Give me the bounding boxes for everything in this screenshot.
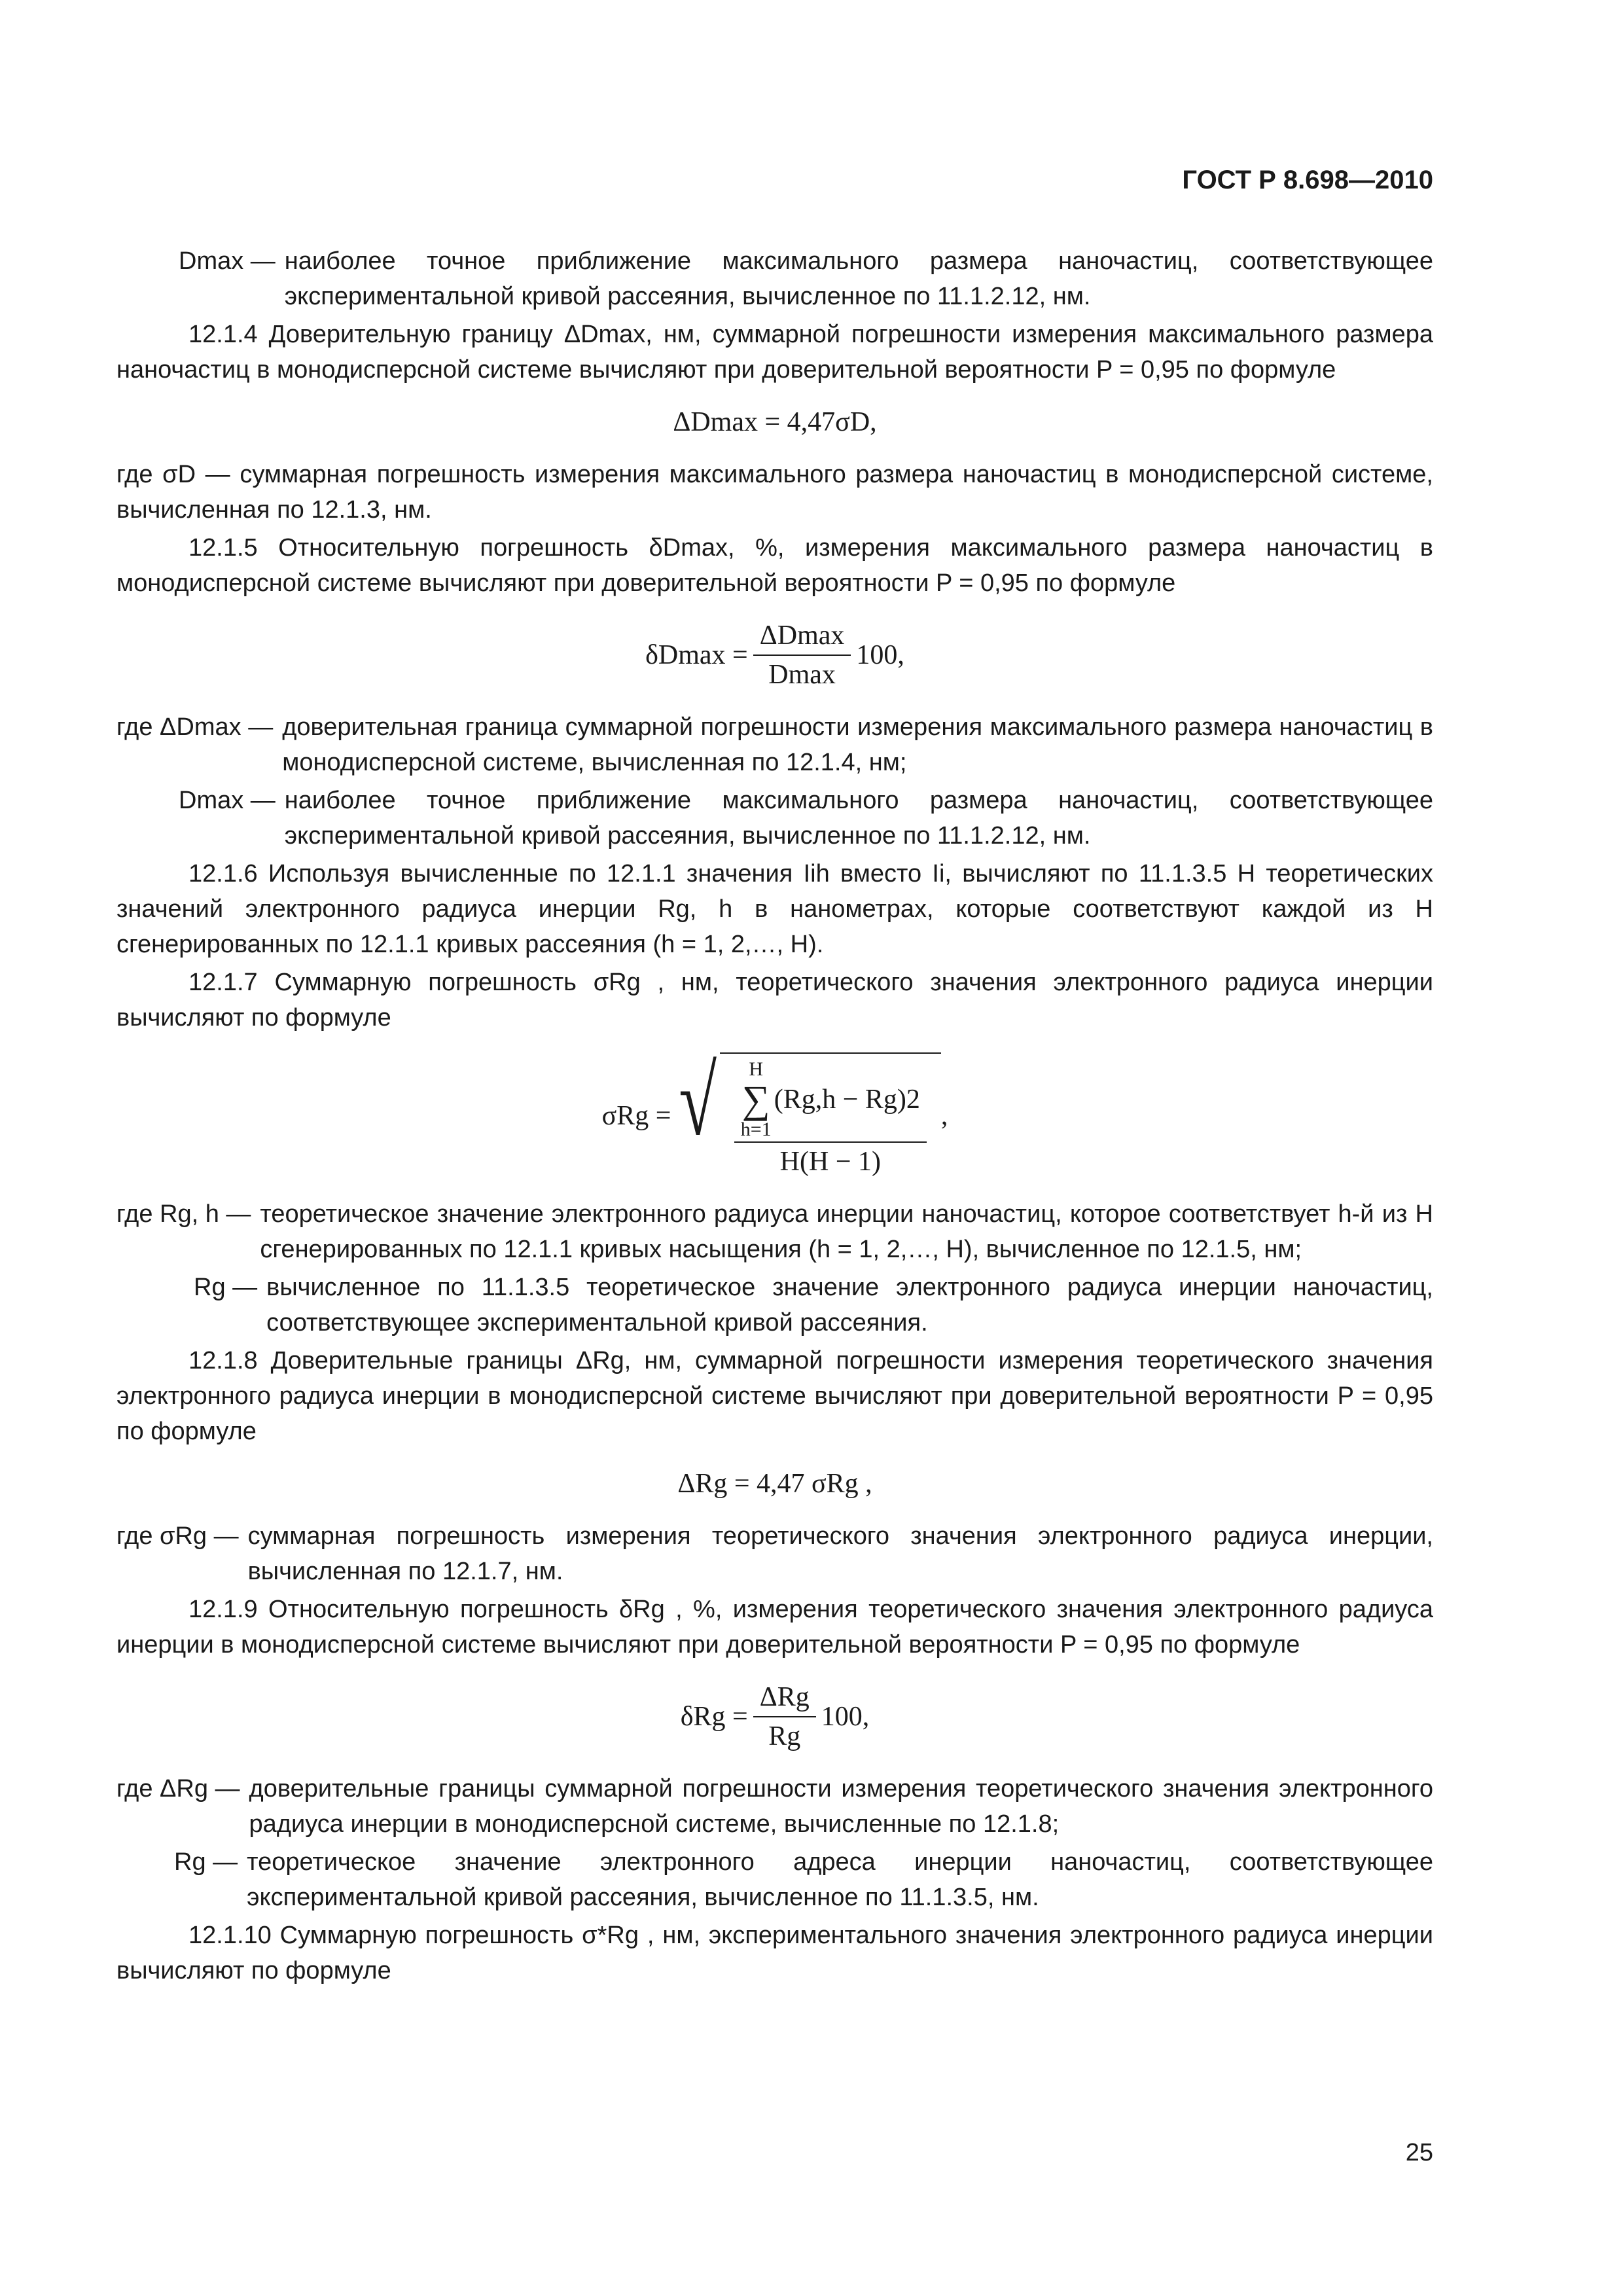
definition-desc: доверительные границы суммарной погрешности измерения теоретического значения электронного радиуса инерции в монодисперсной системе, вычисленные по 12.1.8; — [249, 1775, 1433, 1838]
fraction-numerator: ΔDmax — [753, 618, 851, 656]
formula-relative-rg — [116, 1679, 1433, 1754]
clause-12-1-9: 12.1.9 Относительную погрешность δRg , %, измерения теоретического значения электронного радиуса инерции в монодисперсной системе вычисляют при доверительной вероятности P = 0,95 по формуле — [116, 1596, 1433, 1659]
formula-lhs: δDmax = — [645, 640, 748, 670]
sum-upper-limit: H — [749, 1058, 764, 1080]
fraction-denominator: Dmax — [768, 660, 836, 690]
definition-term: Dmax — — [179, 787, 276, 814]
fraction-numerator: ΔRg — [753, 1679, 816, 1717]
clause-12-1-5: 12.1.5 Относительную погрешность δDmax, %, измерения максимального размера наночастиц в монодисперсной системе вычисляют при доверительной вероятности P = 0,95 по формуле — [116, 534, 1433, 597]
square-root — [671, 1047, 940, 1179]
sigma-sign: ∑ — [741, 1078, 770, 1121]
where-rgh — [116, 1196, 1433, 1267]
document-code: ГОСТ Р 8.698—2010 — [1182, 166, 1433, 194]
definition-desc: наиболее точное приближение максимального размера наночастиц, соответствующее экспериментальной кривой рассеяния, вычисленное по 11.1.2.12, нм. — [284, 247, 1433, 310]
fraction-denominator: H(H − 1) — [779, 1147, 881, 1177]
formula-delta-rg: ΔRg = 4,47 σRg , — [677, 1469, 872, 1499]
definition-desc: доверительная граница суммарной погрешности измерения максимального размера наночастиц в монодисперсной системе, вычисленная по 12.1.4, нм; — [282, 713, 1433, 776]
definition-term: где Rg, h — — [116, 1200, 251, 1228]
clause-12-1-8: 12.1.8 Доверительные границы ΔRg, нм, суммарной погрешности измерения теоретического значения электронного радиуса инерции в монодисперсной системе вычисляют при доверительной вероятности P = 0,95 по формуле — [116, 1347, 1433, 1445]
page-body — [116, 241, 1433, 1991]
fraction — [734, 1059, 927, 1179]
formula-tail: , — [940, 1101, 948, 1131]
formula-tail: 100, — [856, 640, 904, 670]
definition-desc: вычисленное по 11.1.3.5 теоретическое значение электронного радиуса инерции наночастиц, соответствующее экспериментальной кривой рассеяния. — [266, 1274, 1433, 1336]
clause-12-1-10: 12.1.10 Суммарную погрешность σ*Rg , нм, экспериментального значения электронного радиуса инерции вычисляют по формуле — [116, 1922, 1433, 1984]
definition-dmax — [116, 243, 1433, 314]
sum-body: (Rg,h − Rg)2 — [774, 1085, 920, 1115]
fraction-denominator: Rg — [768, 1721, 801, 1751]
formula-delta-dmax: ΔDmax = 4,47σD, — [673, 407, 877, 437]
where-sigma-d: где σD — суммарная погрешность измерения максимального размера наночастиц в монодисперсной системе, вычисленная по 12.1.3, нм. — [116, 461, 1433, 524]
clause-12-1-7: 12.1.7 Суммарную погрешность σRg , нм, теоретического значения электронного радиуса инерции вычисляют по формуле — [116, 969, 1433, 1031]
formula-lhs: δRg = — [680, 1702, 748, 1732]
clause-12-1-4: 12.1.4 Доверительную границу ΔDmax, нм, суммарной погрешности измерения максимального размера наночастиц в монодисперсной системе вычисляют при доверительной вероятности P = 0,95 по формуле — [116, 321, 1433, 384]
definition-term: где σRg — — [116, 1522, 239, 1550]
where-rg — [116, 1270, 1433, 1340]
definition-term: Dmax — — [179, 247, 276, 275]
formula-sigma-rg — [116, 1047, 1433, 1179]
sum-lower-limit: h=1 — [740, 1119, 772, 1140]
where-rg-2 — [116, 1844, 1433, 1915]
page-number: 25 — [1405, 2139, 1433, 2166]
fraction — [753, 1679, 816, 1754]
formula-tail: 100, — [821, 1702, 870, 1732]
radicand — [720, 1052, 941, 1179]
definition-term: где ΔRg — — [116, 1775, 240, 1803]
definition-desc: теоретическое значение электронного адреса инерции наночастиц, соответствующее экспериментальной кривой рассеяния, вычисленное по 11.1.3.5, нм. — [247, 1848, 1433, 1911]
fraction — [753, 618, 851, 692]
formula-relative-dmax — [116, 618, 1433, 692]
where-sigma-rg — [116, 1518, 1433, 1589]
where-delta-rg — [116, 1771, 1433, 1842]
definition-term: где ΔDmax — — [116, 713, 274, 741]
definition-dmax-2 — [116, 783, 1433, 853]
definition-term: Rg — — [174, 1848, 238, 1876]
definition-desc: суммарная погрешность измерения теоретического значения электронного радиуса инерции, вычисленная по 12.1.7, нм. — [247, 1522, 1433, 1585]
formula-lhs: σRg = — [601, 1101, 671, 1131]
definition-desc: теоретическое значение электронного радиуса инерции наночастиц, которое соответствует h-й из H сгенерированных по 12.1.1 кривых насыщения (h = 1, 2,…, H), вычисленное по 12.1.5, нм; — [260, 1200, 1433, 1263]
clause-12-1-6: 12.1.6 Используя вычисленные по 12.1.1 значения Iih вместо Ii, вычисляют по 11.1.3.5 H теоретических значений электронного радиуса инерции Rg, h в нанометрах, которые соответствуют каждой из H сгенерированных по 12.1.1 кривых рассеяния (h = 1, 2,…, H). — [116, 860, 1433, 958]
summation — [741, 1059, 772, 1140]
where-delta-dmax — [116, 709, 1433, 780]
radical-sign: √ — [679, 1047, 717, 1156]
fraction-numerator — [734, 1059, 927, 1143]
definition-term: Rg — — [194, 1274, 258, 1301]
definition-desc: наиболее точное приближение максимального размера наночастиц, соответствующее экспериментальной кривой рассеяния, вычисленное по 11.1.2.12, нм. — [284, 787, 1433, 850]
